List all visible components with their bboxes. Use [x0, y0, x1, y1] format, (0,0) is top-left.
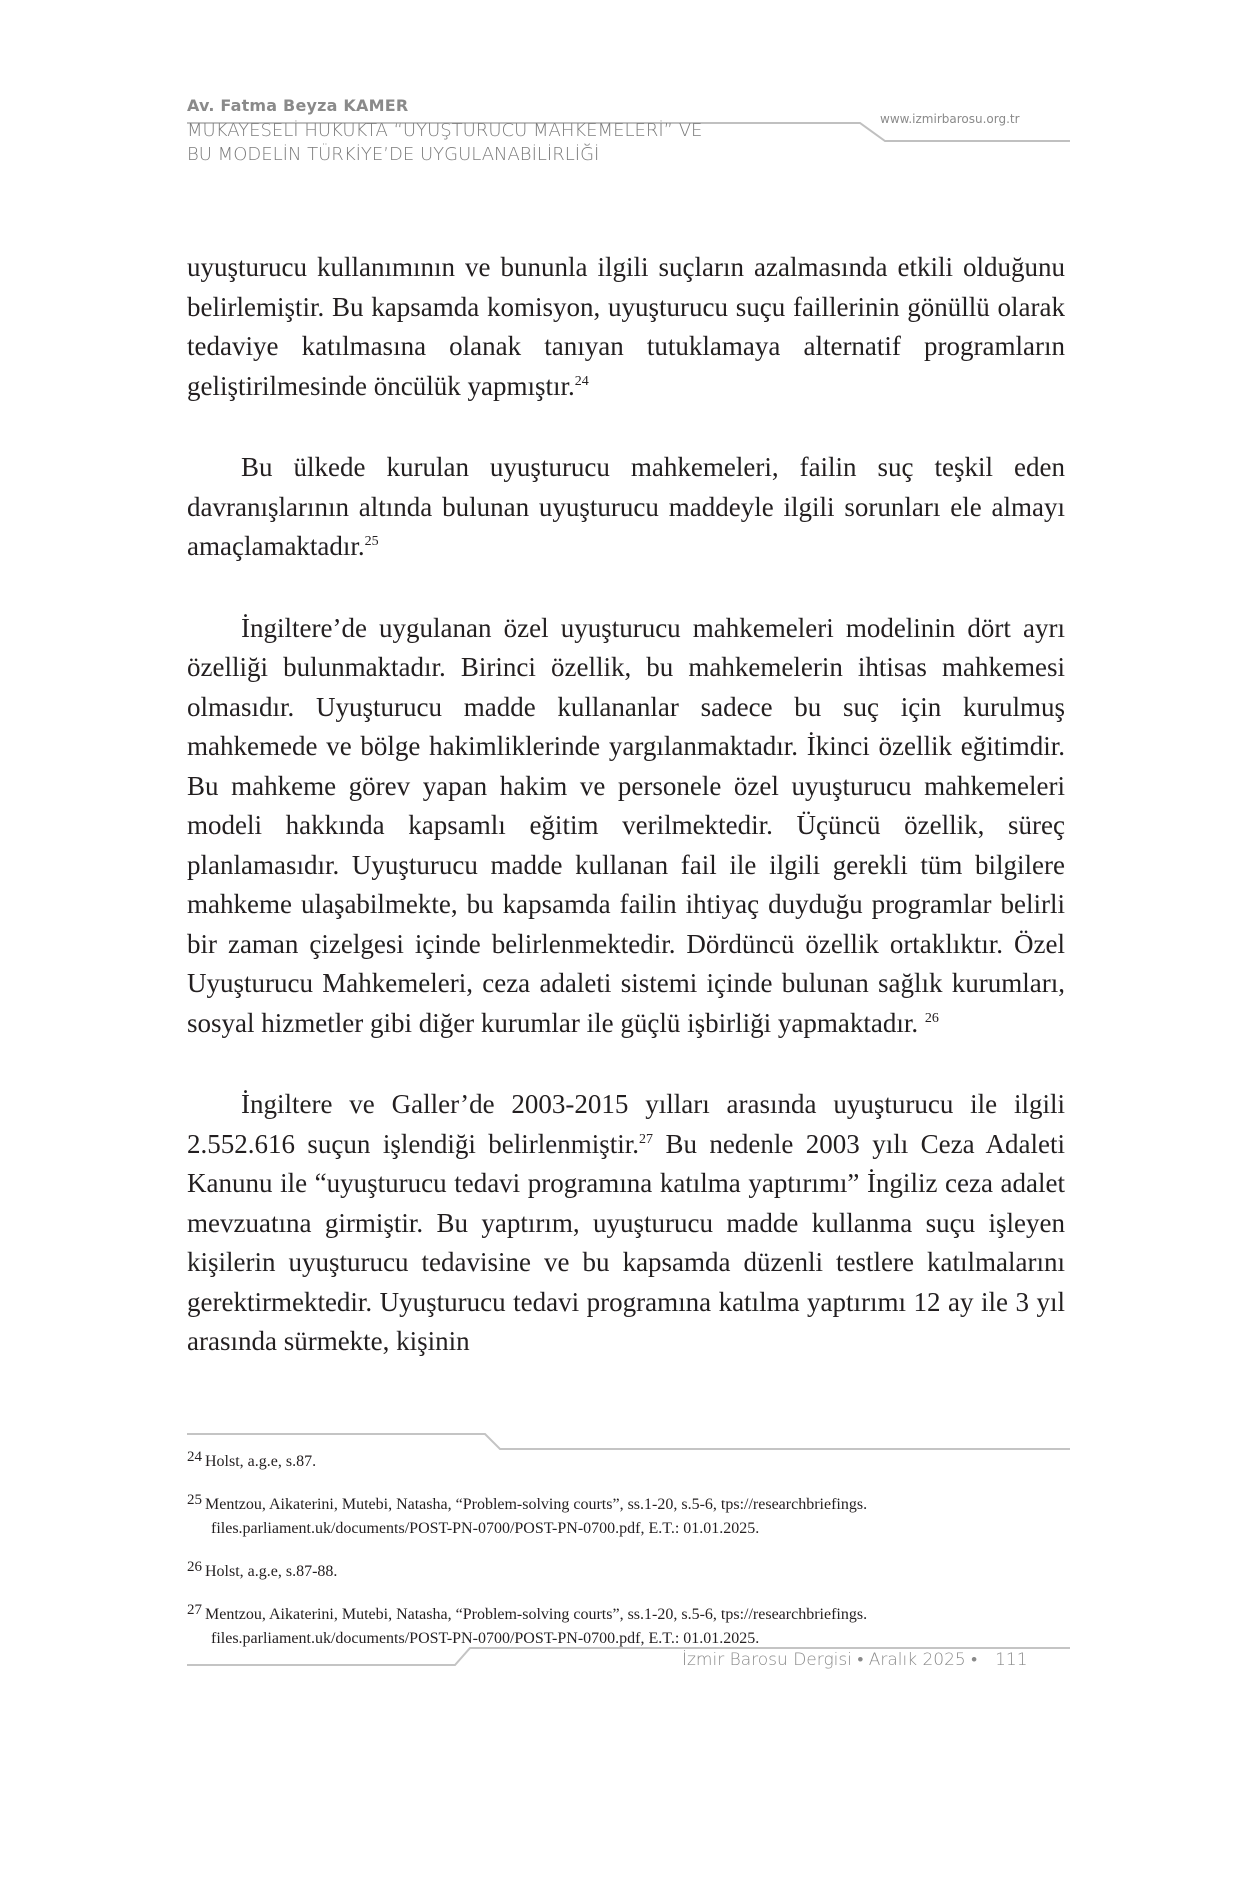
footnote-url[interactable]: files.parliament.uk/documents/POST-PN-0700/POST-PN-0700.pdf, E.T.: 01.01.2025.: [211, 1630, 760, 1647]
paragraph: Bu ülkede kurulan uyuşturucu mahkemeleri, failin suç teşkil eden davranışlarının altında bulunan uyuşturucu maddeyle ilgili sorunları ele almayı amaçlamaktadır.$^{25}$: [187, 452, 1065, 561]
footnote-ref[interactable]: 27: [639, 1131, 654, 1147]
footnote-url[interactable]: files.parliament.uk/documents/POST-PN-0700/POST-PN-0700.pdf, E.T.: 01.01.2025.: [211, 1520, 760, 1537]
footnote-text: Holst, a.g.e, s.87.: [205, 1453, 317, 1470]
footnote-text: Mentzou, Aikaterini, Mutebi, Natasha, “Problem-solving courts”, ss.1-20, s.5-6, tps://researchbriefings.: [205, 1606, 868, 1623]
paragraph: İngiltere’de uygulanan özel uyuşturucu mahkemeleri modelinin dört ayrı özelliği bulunmaktadır. Birinci özellik, bu mahkemelerin ihtisas mahkemesi olmasıdır. Uyuşturucu madde kullananlar sadece bu suç için kurulmuş mahkemede ve bölge hakimliklerinde yargılanmaktadır. İkinci özellik eğitimdir. Bu mahkeme görev yapan hakim ve personele özel uyuşturucu mahkemeleri modeli hakkında kapsamlı eğitim verilmektedir. Üçüncü özellik, süreç planlamasıdır. Uyuşturucu madde kullanan fail ile ilgili gerekli tüm bilgilere mahkeme ulaşabilmekte, bu kapsamda failin ihtiyaç duyduğu programlar belirli bir zaman çizelgesi içinde belirlenmektedir. Dördüncü özellik ortaklıktır. Özel Uyuşturucu Mahkemeleri, ceza adaleti sistemi içinde bulunan sağlık kurumları, sosyal hizmetler gibi diğer kurumlar ile güçlü işbirliği yapmaktadır. $^{26}$: [187, 612, 1065, 1038]
footnote-ref[interactable]: 25: [364, 534, 379, 549]
footnote-text: Mentzou, Aikaterini, Mutebi, Natasha, “Problem-solving courts”, ss.1-20, s.5-6, tps://researchbriefings.: [205, 1496, 868, 1513]
footnote-number: 26: [187, 1559, 202, 1575]
footnote-ref[interactable]: 24: [574, 373, 589, 389]
author-name: Av. Fatma Beyza KAMER: [187, 96, 409, 115]
paragraph: İngiltere ve Galler’de 2003-2015 yılları arasında uyuşturucu ile ilgili 2.552.616 suçun işlendiği belirlenmiştir.$^{27}$ Bu nedenle 2003 yılı Ceza Adaleti Kanunu ile “uyuşturucu tedavi programına katılma yaptırımı” İngiliz ceza adalet mevzuatına girmiştir. Bu yaptırım, uyuşturucu madde kullanma suçu işleyen kişilerin uyuşturucu tedavisine ve bu kapsamda düzenli testlere katılmalarını gerektirmektedir. Uyuşturucu tedavi programına katılma yaptırımı 12 ay ile 3 yıl arasında sürmekte, kişinin: [187, 1089, 1065, 1356]
running-header: [187, 96, 1067, 167]
footnote-number: 27: [187, 1602, 202, 1618]
footnotes: [187, 1445, 1067, 1665]
footnote-ref[interactable]: 26: [924, 1010, 939, 1026]
running-footer: [682, 1650, 1028, 1670]
article-title-line-1: MUKAYESELİ HUKUKTA “UYUŞTURUCU MAHKEMELERİ” VE: [187, 120, 703, 141]
page-number: 111: [995, 1650, 1028, 1670]
footnote: [187, 1445, 1067, 1474]
paragraph: uyuşturucu kullanımının ve bununla ilgili suçların azalmasında etkili olduğunu belirlemiştir. Bu kapsamda komisyon, uyuşturucu suçu faillerinin gönüllü olarak tedaviye katılmasına olanak tanıyan tutuklamaya alternatif programların geliştirilmesinde öncülük yapmıştır.$^{24}$: [187, 252, 1065, 401]
footnote: [187, 1488, 1067, 1541]
website-link[interactable]: www.izmirbarosu.org.tr: [880, 112, 1020, 126]
journal-name: İzmir Barosu Dergisi • Aralık 2025 •: [682, 1650, 978, 1670]
footnote-number: 25: [187, 1492, 202, 1508]
footnote-number: 24: [187, 1449, 202, 1465]
footnote: [187, 1598, 1067, 1651]
footnote: [187, 1555, 1067, 1584]
body-text: [187, 248, 1065, 1404]
footnote-text: Holst, a.g.e, s.87-88.: [205, 1563, 338, 1580]
article-title-line-2: BU MODELİN TÜRKİYE’DE UYGULANABİLİRLİĞİ: [187, 144, 600, 165]
